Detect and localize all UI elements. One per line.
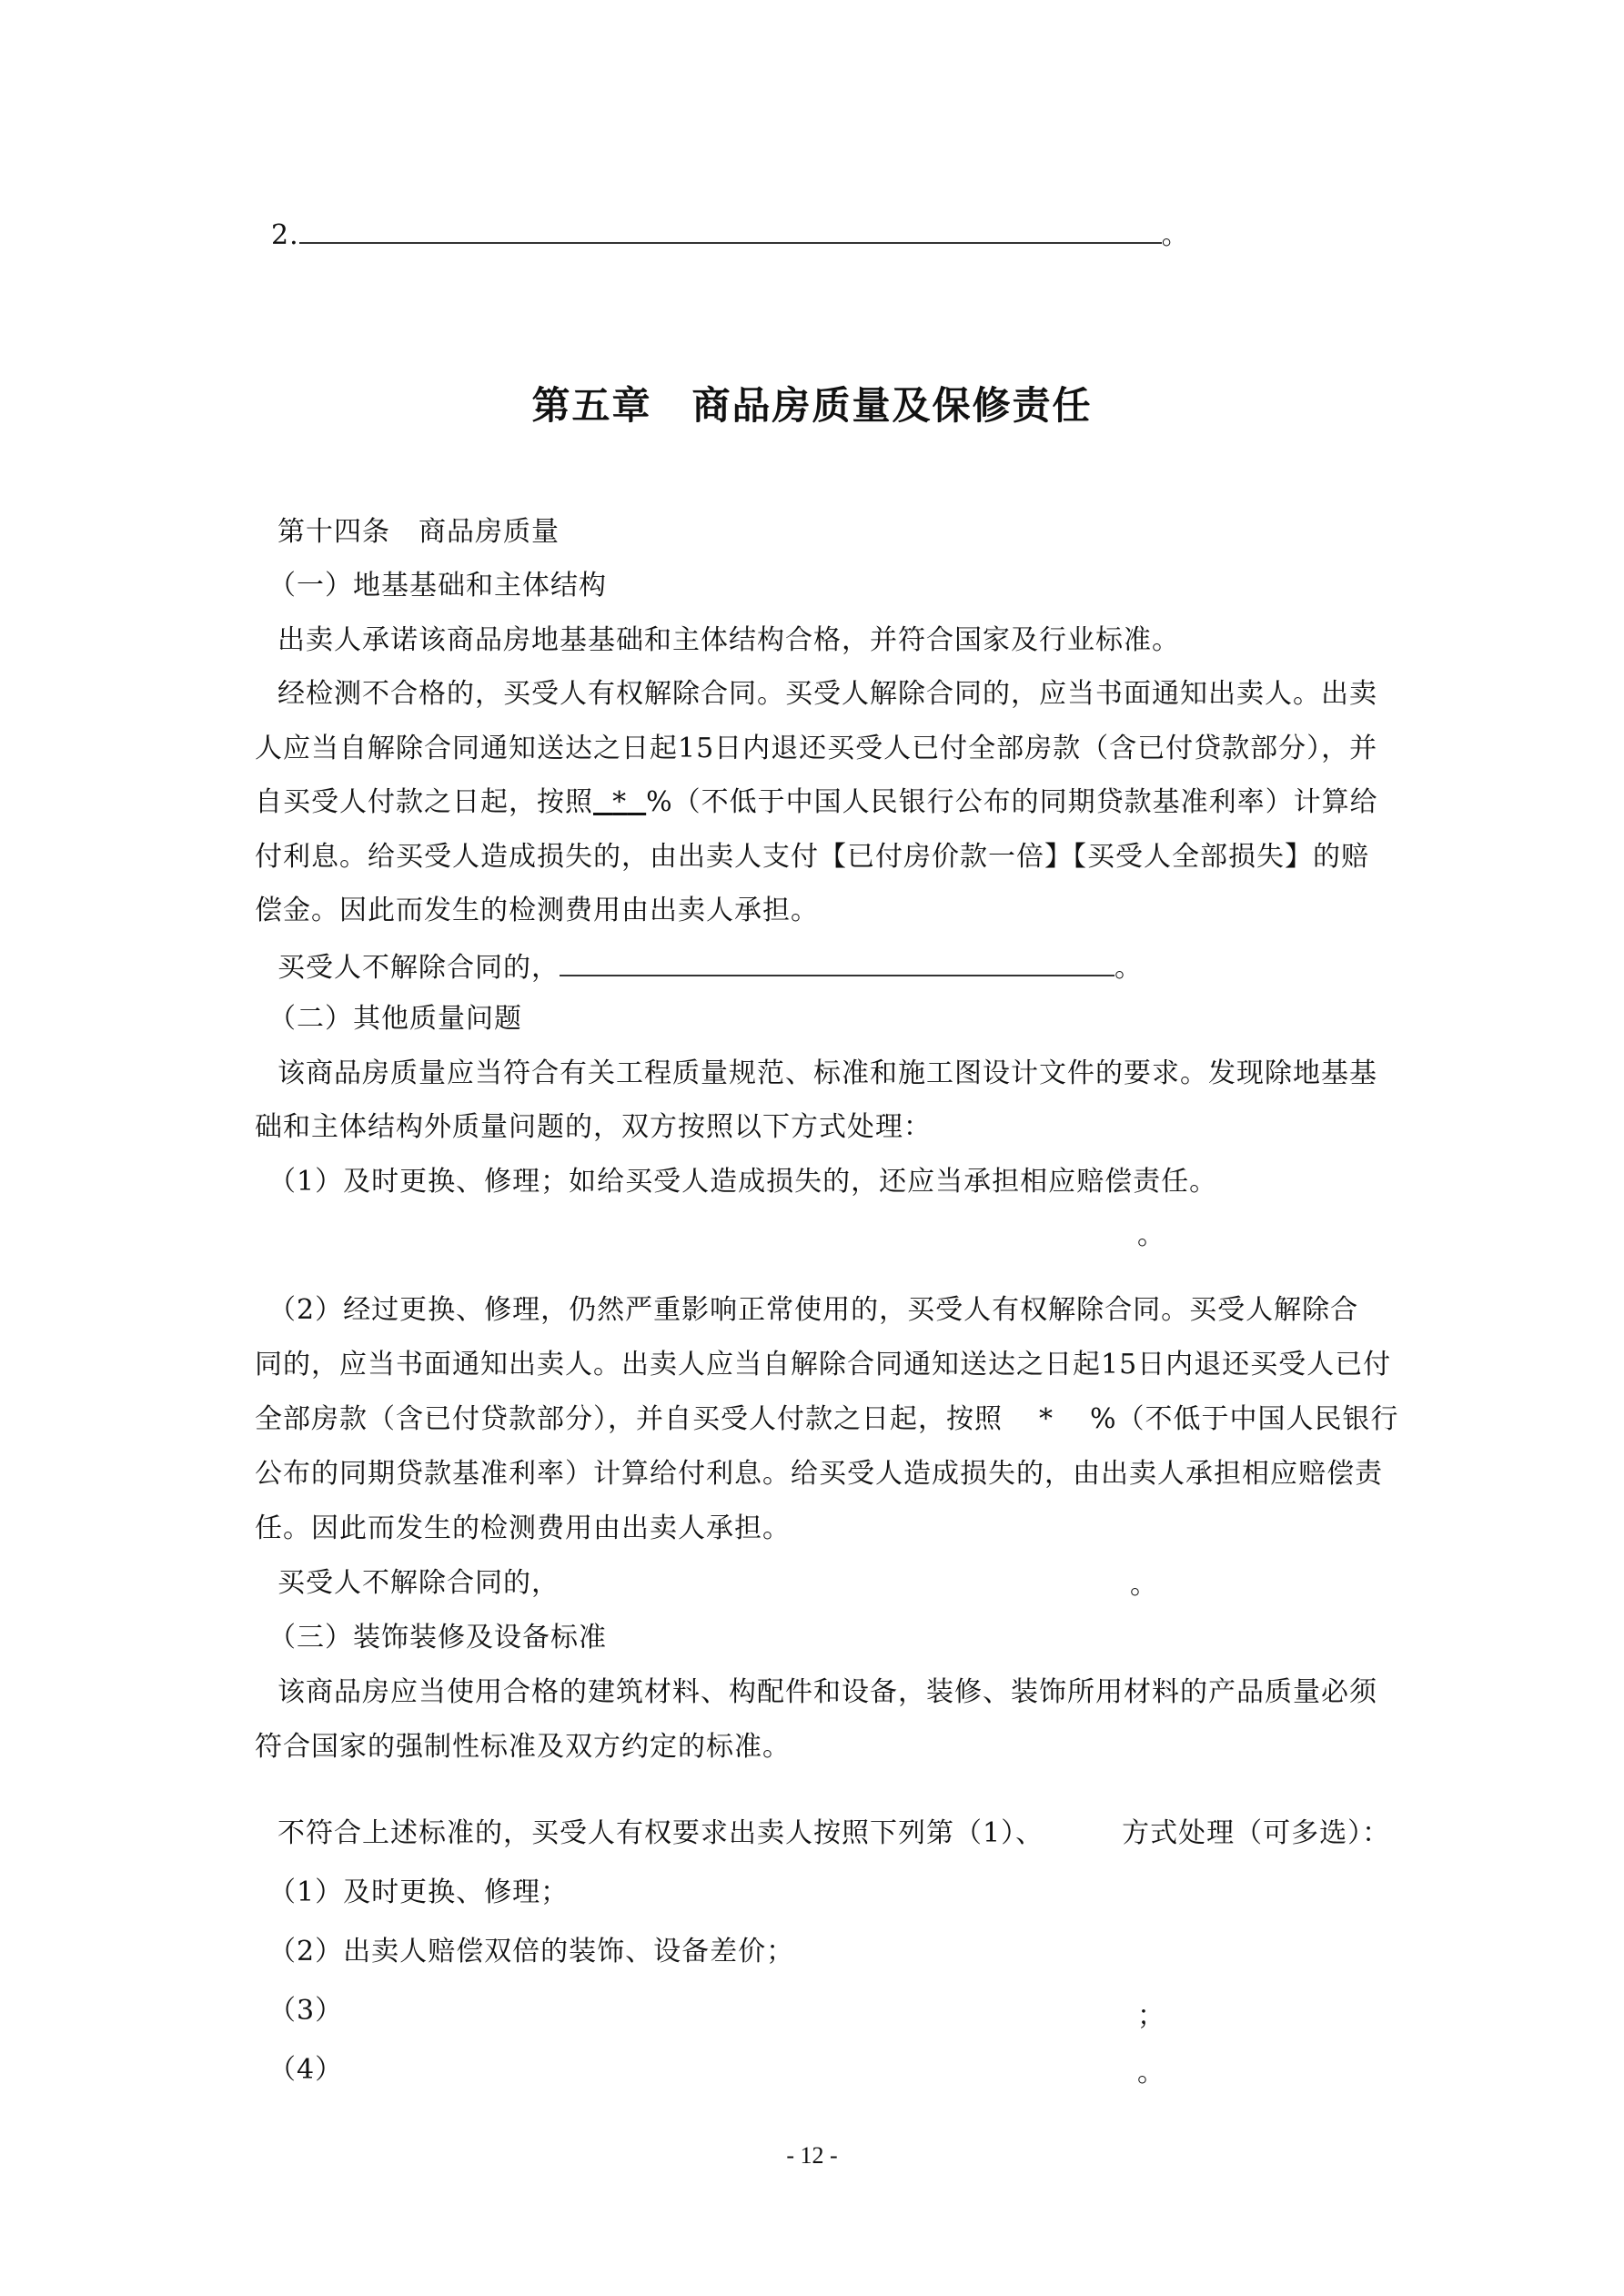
item-2-label: 2. xyxy=(271,219,299,251)
sec1-no-cancel-label: 买受人不解除合同的， xyxy=(277,952,560,984)
sec3-opt3-label: （3） xyxy=(268,1995,344,2027)
sec2-opt2-line3-a: 全部房款（含已付贷款部分），并自买受人付款之日起，按照 xyxy=(255,1403,1003,1435)
sec2-opt2-line1: （2）经过更换、修理，仍然严重影响正常使用的，买受人有权解除合同。买受人解除合 xyxy=(268,1294,1359,1326)
sec1-no-cancel-end: 。 xyxy=(1115,952,1143,984)
sec3-opt4-end: 。 xyxy=(1137,2057,1165,2089)
sec2-opt1: （1）及时更换、修理；如给买受人造成损失的，还应当承担相应赔偿责任。 xyxy=(268,1166,1218,1198)
sec1-no-cancel-line xyxy=(277,947,1143,986)
sec1-p2-line3-a: 自买受人付款之日起，按照 xyxy=(255,786,593,818)
sec2-no-cancel-end: 。 xyxy=(1130,1569,1157,1601)
item-2-line xyxy=(271,215,1190,254)
sec1-no-cancel-blank-field[interactable] xyxy=(560,947,1115,976)
sec1-title: （一）地基基础和主体结构 xyxy=(268,570,607,602)
chapter-title: 第五章 商品房质量及保修责任 xyxy=(531,383,1093,428)
sec3-p1-line1: 该商品房应当使用合格的建筑材料、构配件和设备，装修、装饰所用材料的产品质量必须 xyxy=(277,1676,1377,1708)
sec3-opt4-label: （4） xyxy=(268,2054,344,2086)
sec2-opt2-line3 xyxy=(255,1401,1399,1438)
sec2-opt2-line3-b: %（不低于中国人民银行 xyxy=(1090,1403,1399,1435)
sec2-opt2-line2: 同的，应当书面通知出卖人。出卖人应当自解除合同通知送达之日起15日内退还买受人已付 xyxy=(255,1349,1392,1381)
page-number: - 12 - xyxy=(786,2142,838,2169)
sec3-p2-b: 方式处理（可多选）： xyxy=(1122,1817,1391,1849)
sec1-p2-line3 xyxy=(255,784,1378,821)
sec2-p1-line2: 础和主体结构外质量问题的，双方按照以下方式处理： xyxy=(255,1111,932,1143)
sec2-opt2-line5: 任。因此而发生的检测费用由出卖人承担。 xyxy=(255,1512,791,1544)
sec2-no-cancel-label: 买受人不解除合同的， xyxy=(277,1567,560,1599)
sec1-interest-rate-field[interactable] xyxy=(593,786,646,818)
item-2-end: 。 xyxy=(1161,219,1190,251)
sec3-title: （三）装饰装修及设备标准 xyxy=(268,1622,607,1654)
sec3-p2-a: 不符合上述标准的，买受人有权要求出卖人按照下列第（1）、 xyxy=(277,1817,1044,1849)
sec3-p1-line2: 符合国家的强制性标准及双方约定的标准。 xyxy=(255,1731,791,1763)
sec3-opt3-end: ； xyxy=(1137,2000,1165,2032)
sec3-p2-line xyxy=(277,1816,1390,1852)
sec2-title: （二）其他质量问题 xyxy=(268,1003,522,1035)
sec3-opt2: （2）出卖人赔偿双倍的装饰、设备差价； xyxy=(268,1936,795,1967)
sec1-p2-line2: 人应当自解除合同通知送达之日起15日内退还买受人已付全部房款（含已付贷款部分），并 xyxy=(255,733,1378,764)
sec2-p1-line1: 该商品房质量应当符合有关工程质量规范、标准和施工图设计文件的要求。发现除地基基 xyxy=(277,1057,1377,1089)
sec2-opt2-line4: 公布的同期贷款基准利率）计算给付利息。给买受人造成损失的，由出卖人承担相应赔偿责 xyxy=(255,1458,1383,1490)
sec3-opt1: （1）及时更换、修理； xyxy=(268,1876,570,1908)
sec2-opt1-extra-end: 。 xyxy=(1137,1219,1165,1251)
sec1-interest-rate-value: * xyxy=(612,786,628,818)
sec1-p2-line4: 付利息。给买受人造成损失的，由出卖人支付【已付房价款一倍】【买受人全部损失】的赔 xyxy=(255,841,1369,873)
article-14-title: 第十四条 商品房质量 xyxy=(277,516,560,548)
sec2-interest-rate-value[interactable]: * xyxy=(1039,1403,1054,1435)
sec1-p2-line1: 经检测不合格的，买受人有权解除合同。买受人解除合同的，应当书面通知出卖人。出卖 xyxy=(277,678,1377,710)
sec1-p1: 出卖人承诺该商品房地基基础和主体结构合格，并符合国家及行业标准。 xyxy=(277,624,1180,656)
item-2-blank-field[interactable] xyxy=(299,215,1162,244)
sec1-p2-line3-b: %（不低于中国人民银行公布的同期贷款基准利率）计算给 xyxy=(646,786,1378,818)
sec1-p2-line5: 偿金。因此而发生的检测费用由出卖人承担。 xyxy=(255,895,819,926)
